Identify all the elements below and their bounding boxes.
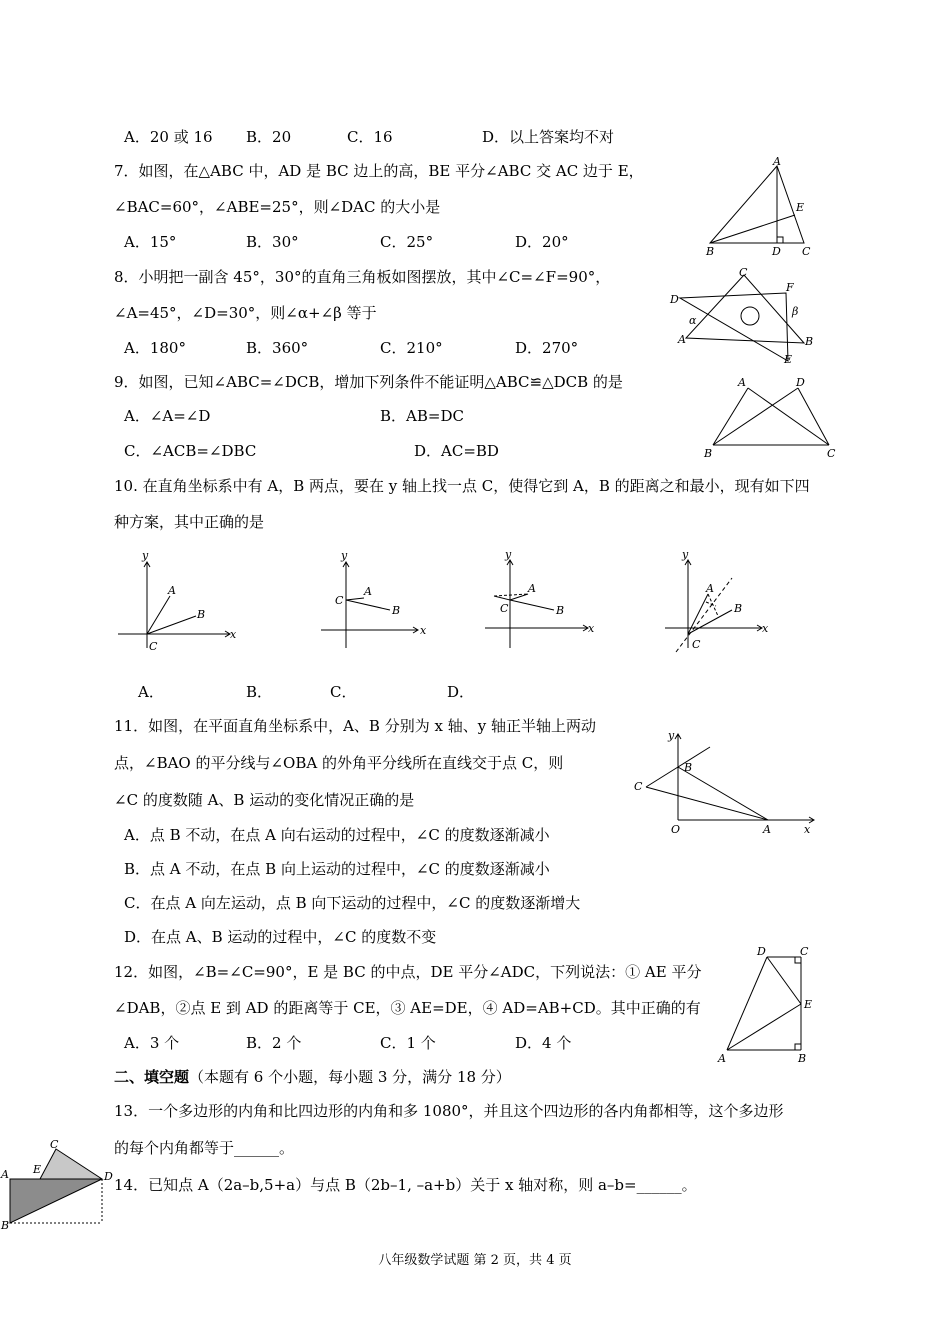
q8-label-beta: β [792, 305, 799, 318]
q10b-label-a: A [364, 585, 372, 598]
q6-option-d: D．以上答案均不对 [482, 128, 615, 146]
q11-option-a: A．点 B 不动，在点 A 向右运动的过程中，∠C 的度数逐渐减小 [124, 826, 550, 844]
q9-label-c: C [827, 447, 836, 460]
q10-diagram-b [316, 548, 436, 658]
q9-triangles-figure [700, 373, 840, 463]
q12-label-e: E [804, 998, 813, 1011]
q7-label-d: D [772, 245, 781, 258]
q6-option-a: A．20 或 16 [124, 128, 213, 146]
q8-option-d: D．270° [515, 339, 579, 357]
q12-text-line1: 12．如图，∠B=∠C=90°，E 是 BC 的中点，DE 平分∠ADC，下列说法：① AE 平分 [114, 963, 702, 981]
q14-label-b: B [1, 1219, 10, 1232]
q10d-label-c: C [692, 638, 701, 651]
q6-option-c: C．16 [347, 128, 393, 146]
q11-label-a: A [763, 823, 771, 836]
q10d-label-y: y [682, 548, 689, 561]
q8-label-e: E [784, 353, 793, 366]
q10-diagram-a [112, 548, 252, 658]
q12-text-line2: ∠DAB，②点 E 到 AD 的距离等于 CE，③ AE=DE，④ AD=AB+CD。其中正确的有 [114, 999, 701, 1017]
q11-label-b: B [684, 761, 693, 774]
q11-label-y: y [668, 729, 675, 742]
q7-triangle-figure [700, 153, 820, 261]
section-desc: （本题有 6 个小题，每小题 3 分，满分 18 分） [189, 1068, 511, 1086]
q8-text-line1: 8．小明把一副含 45°，30°的直角三角板如图摆放，其中∠C=∠F=90°， [114, 268, 611, 286]
q14-label-e: E [33, 1163, 42, 1176]
q10-option-d: D． [447, 683, 475, 701]
q10-option-b: B． [246, 683, 273, 701]
q10b-label-x: x [420, 624, 427, 637]
q11-text-line3: ∠C 的度数随 A、B 运动的变化情况正确的是 [114, 791, 415, 809]
q10-text-line2: 种方案，其中正确的是 [114, 513, 265, 531]
q9-text-line1: 9．如图，已知∠ABC=∠DCB，增加下列条件不能证明△ABC≌△DCB 的是 [114, 373, 623, 391]
q9-option-b: B．AB=DC [380, 407, 464, 425]
q8-label-d: D [670, 293, 679, 306]
q9-label-d: D [796, 376, 805, 389]
q10d-label-a: A [706, 582, 714, 595]
q10d-label-b: B [734, 602, 743, 615]
q14-label-a: A [1, 1168, 9, 1181]
q10-diagram-c [480, 548, 600, 658]
q12-option-b: B．2 个 [246, 1034, 302, 1052]
q11-text-line1: 11．如图，在平面直角坐标系中，A、B 分别为 x 轴、y 轴正半轴上两动 [114, 717, 596, 735]
q13-text-line1: 13．一个多边形的内角和比四边形的内角和多 1080°，并且这个四边形的各内角都相等，这个多边形 [114, 1102, 784, 1120]
q10c-label-b: B [556, 604, 565, 617]
q9-option-d: D．AC=BD [414, 442, 499, 460]
q13-text-line2: 的每个内角都等于______。 [114, 1139, 295, 1157]
q14-text-line1: 14．已知点 A（2a–b,5+a）与点 B（2b–1, –a+b）关于 x 轴对称，则 a–b=______。 [114, 1176, 697, 1194]
q8-label-alpha: α [689, 314, 697, 327]
q8-label-a: A [678, 333, 686, 346]
q10a-label-b: B [197, 608, 206, 621]
page-footer: 八年级数学试题 第 2 页，共 4 页 [378, 1253, 572, 1268]
q11-option-c: C．在点 A 向左运动，点 B 向下运动的过程中，∠C 的度数逐渐增大 [124, 894, 581, 912]
q10a-label-a: A [168, 584, 176, 597]
q7-text-line2: ∠BAC=60°，∠ABE=25°，则∠DAC 的大小是 [114, 198, 441, 216]
q9-label-b: B [704, 447, 713, 460]
q7-option-a: A．15° [124, 233, 177, 251]
q10a-label-y: y [142, 549, 149, 562]
q12-trapezoid-figure [712, 942, 822, 1067]
q9-option-a: A．∠A=∠D [124, 407, 211, 425]
q14-label-c: C [50, 1138, 59, 1151]
q12-option-d: D．4 个 [515, 1034, 572, 1052]
q11-label-o: O [671, 823, 681, 836]
q10d-label-x: x [762, 622, 769, 635]
q10-diagram-d [660, 548, 780, 658]
q12-option-a: A．3 个 [124, 1034, 180, 1052]
q8-label-f: F [786, 281, 794, 294]
q10-option-c: C． [330, 683, 357, 701]
q7-option-c: C．25° [380, 233, 434, 251]
q8-option-b: B．360° [246, 339, 309, 357]
q8-option-a: A．180° [124, 339, 186, 357]
q10c-label-x: x [588, 622, 595, 635]
q7-label-e: E [796, 201, 805, 214]
q14-label-d: D [104, 1170, 113, 1183]
q11-label-c: C [634, 780, 643, 793]
section-heading [114, 1067, 511, 1087]
q12-label-a: A [718, 1052, 726, 1065]
q7-option-b: B．30° [246, 233, 299, 251]
q14-folded-paper-figure [0, 1136, 118, 1231]
q10b-label-y: y [341, 549, 348, 562]
q11-coordinate-figure [628, 727, 823, 842]
q10-text-line1: 10. 在直角坐标系中有 A，B 两点，要在 y 轴上找一点 C，使得它到 A，B 的距离之和最小，现有如下四 [114, 477, 810, 495]
q8-label-c: C [739, 266, 748, 279]
q6-option-b: B．20 [246, 128, 292, 146]
q12-option-c: C．1 个 [380, 1034, 436, 1052]
q10b-label-c: C [335, 594, 344, 607]
q10c-label-c: C [500, 602, 509, 615]
q10a-label-c: C [149, 640, 158, 653]
q8-option-c: C．210° [380, 339, 443, 357]
q7-text-line1: 7．如图，在△ABC 中，AD 是 BC 边上的高，BE 平分∠ABC 交 AC 边于 E， [114, 162, 644, 180]
section-title: 二、填空题 [114, 1068, 190, 1086]
q12-label-c: C [800, 945, 809, 958]
q7-label-a: A [773, 155, 781, 168]
q7-option-d: D．20° [515, 233, 569, 251]
q10b-label-b: B [392, 604, 401, 617]
q12-label-d: D [757, 945, 766, 958]
q11-option-b: B．点 A 不动，在点 B 向上运动的过程中，∠C 的度数逐渐减小 [124, 860, 550, 878]
q10c-label-y: y [505, 548, 512, 561]
q12-label-b: B [798, 1052, 807, 1065]
q11-option-d: D．在点 A、B 运动的过程中，∠C 的度数不变 [124, 928, 437, 946]
q8-label-b: B [805, 335, 814, 348]
q7-label-b: B [706, 245, 715, 258]
q10a-label-x: x [230, 628, 237, 641]
q11-label-x: x [804, 823, 811, 836]
q9-option-c: C．∠ACB=∠DBC [124, 442, 257, 460]
q11-text-line2: 点，∠BAO 的平分线与∠OBA 的外角平分线所在直线交于点 C，则 [114, 754, 564, 772]
q10-option-a: A． [138, 683, 164, 701]
q7-label-c: C [802, 245, 811, 258]
q9-label-a: A [738, 376, 746, 389]
q8-text-line2: ∠A=45°，∠D=30°，则∠α+∠β 等于 [114, 304, 377, 322]
q10c-label-a: A [528, 582, 536, 595]
q8-triangle-plates-figure [662, 263, 822, 368]
